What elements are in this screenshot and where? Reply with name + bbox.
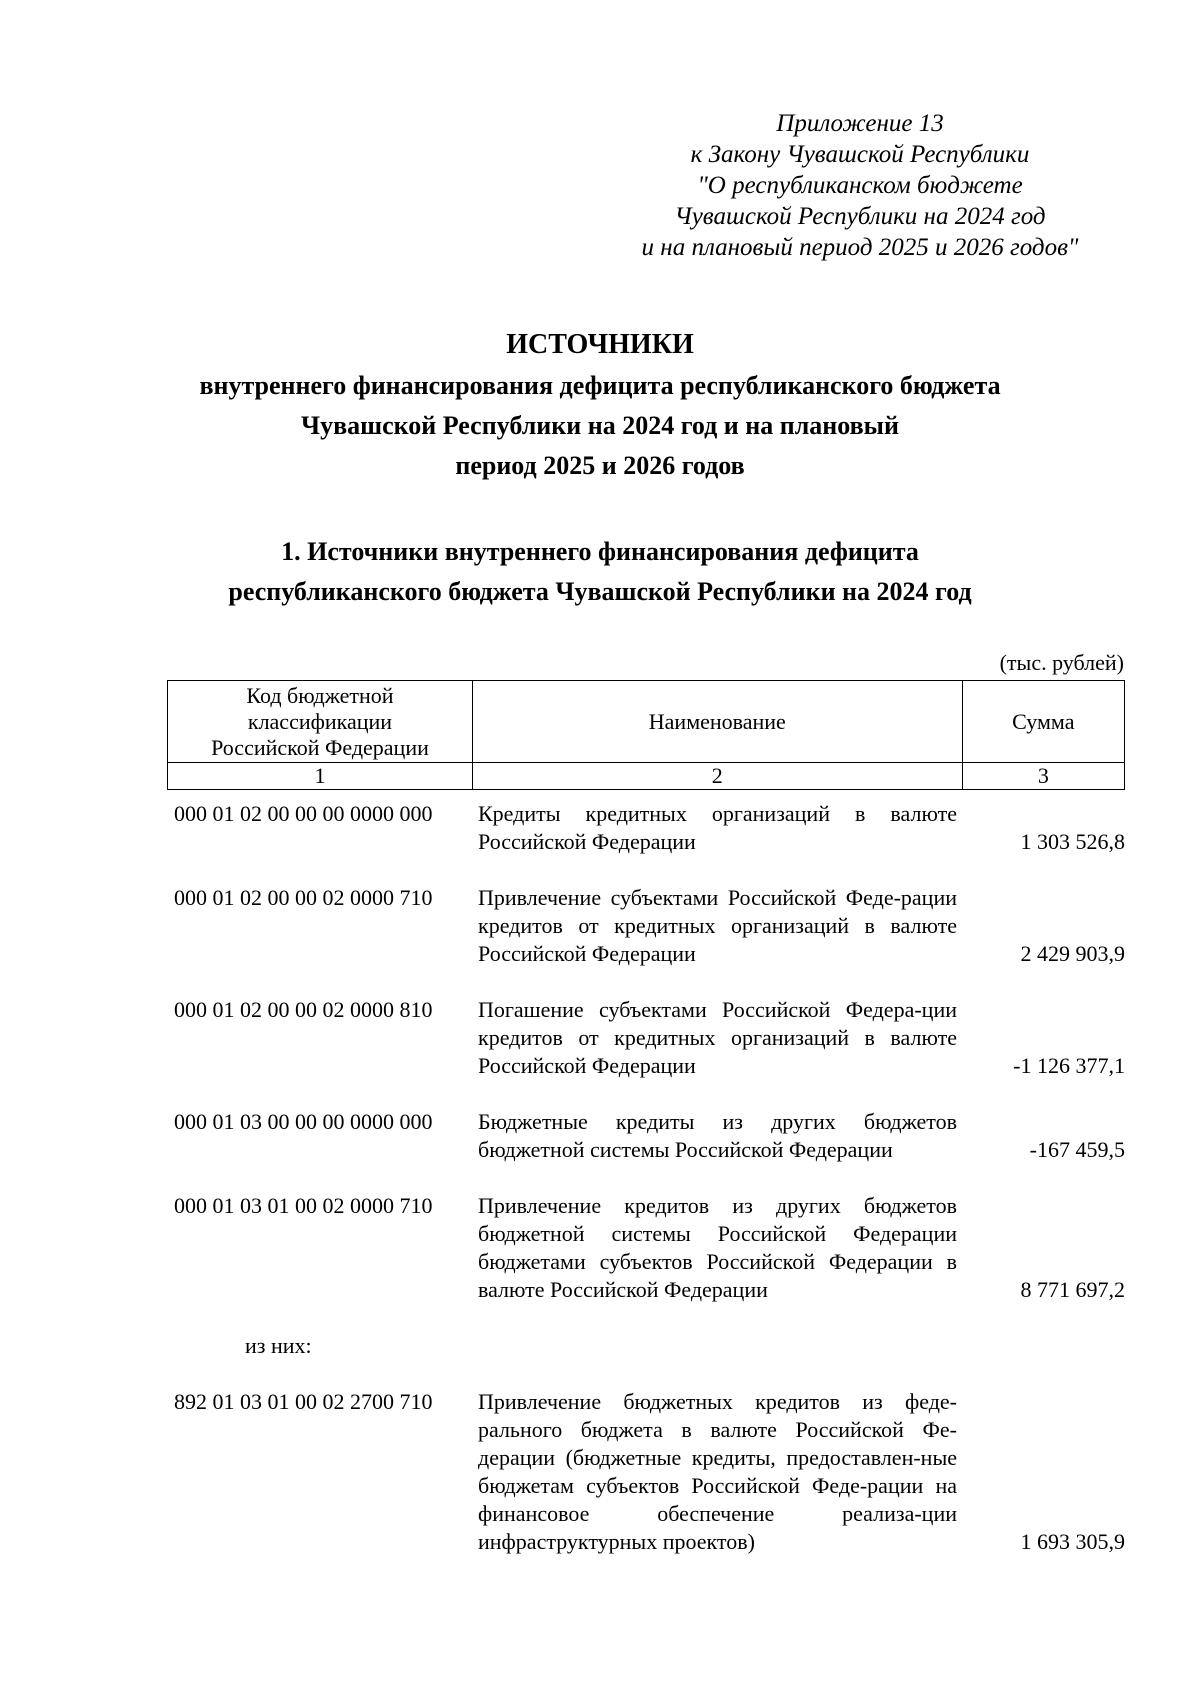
row-code: 000 01 03 01 00 02 0000 710 — [174, 1193, 433, 1218]
table-row — [167, 884, 1125, 968]
row-code: 000 01 03 00 00 00 0000 000 — [174, 1109, 433, 1134]
header-amount: Сумма — [962, 681, 1124, 763]
units-label: (тыс. рублей) — [999, 650, 1124, 675]
section-title-line: 1. Источники внутреннего финансирования дефицита — [281, 537, 919, 566]
document-title — [100, 325, 1100, 486]
column-number: 3 — [962, 763, 1124, 790]
header-code-line: Российской Федерации — [211, 734, 429, 760]
table-row — [167, 1108, 1125, 1164]
row-amount: 1 693 305,9 — [1020, 1529, 1125, 1554]
header-code-line: классификации — [247, 708, 393, 734]
column-number: 1 — [168, 763, 473, 790]
column-number: 2 — [472, 763, 962, 790]
appendix-line: и на плановый период 2025 и 2026 годов" — [641, 234, 1079, 261]
row-code: 000 01 02 00 00 02 0000 710 — [174, 885, 433, 910]
row-code: 000 01 02 00 00 02 0000 810 — [174, 997, 433, 1022]
row-name: Кредиты кредитных организаций в валюте Российской Федерации — [478, 801, 957, 854]
table-row — [167, 1192, 1125, 1304]
table-row — [167, 996, 1125, 1080]
row-amount: 8 771 697,2 — [1020, 1277, 1125, 1302]
section-title-line: республиканского бюджета Чувашской Республики на 2024 год — [228, 577, 972, 606]
main-title: ИСТОЧНИКИ — [506, 329, 694, 360]
header-code — [168, 681, 473, 763]
row-amount: 1 303 526,8 — [1020, 829, 1125, 854]
row-amount: 2 429 903,9 — [1020, 941, 1125, 966]
appendix-line: к Закону Чувашской Республики — [690, 141, 1030, 168]
appendix-note — [600, 108, 1120, 263]
sub-label: из них: — [245, 1333, 312, 1358]
appendix-line: Приложение 13 — [776, 110, 944, 137]
appendix-line: "О республиканском бюджете — [697, 172, 1023, 199]
row-name: Погашение субъектами Российской Федера-ции кредитов от кредитных организаций в валюте Российской Федерации — [478, 997, 957, 1078]
section-title — [100, 532, 1100, 612]
row-name: Бюджетные кредиты из других бюджетов бюджетной системы Российской Федерации — [478, 1109, 957, 1162]
table-header — [167, 680, 1125, 790]
row-code: 892 01 03 01 00 02 2700 710 — [174, 1389, 433, 1414]
row-amount: -1 126 377,1 — [1013, 1053, 1125, 1078]
appendix-line: Чувашской Республики на 2024 год — [674, 203, 1046, 230]
table-row — [167, 800, 1125, 856]
row-name: Привлечение кредитов из других бюджетов бюджетной системы Российской Федерации бюджетами субъектов Российской Федерации в валюте Российской Федерации — [478, 1193, 957, 1302]
row-name: Привлечение субъектами Российской Феде-рации кредитов от кредитных организаций в валюте Российской Федерации — [478, 885, 957, 966]
title-line: внутреннего финансирования дефицита республиканского бюджета — [199, 371, 1001, 400]
title-line: период 2025 и 2026 годов — [455, 451, 745, 480]
table-body — [167, 800, 1125, 1584]
header-code-line: Код бюджетной — [246, 682, 394, 708]
title-line: Чувашской Республики на 2024 год и на плановый — [301, 411, 899, 440]
row-amount: -167 459,5 — [1029, 1137, 1125, 1162]
row-name: Привлечение бюджетных кредитов из феде-рального бюджета в валюте Российской Фе-дерации (бюджетные кредиты, предоставлен-ные бюджетам субъектов Российской Феде-рации на финансовое обеспечение реализа-ции инфраструктурных проектов) — [478, 1389, 957, 1554]
table-row — [167, 1388, 1125, 1556]
row-code: 000 01 02 00 00 00 0000 000 — [174, 801, 433, 826]
header-name: Наименование — [472, 681, 962, 763]
